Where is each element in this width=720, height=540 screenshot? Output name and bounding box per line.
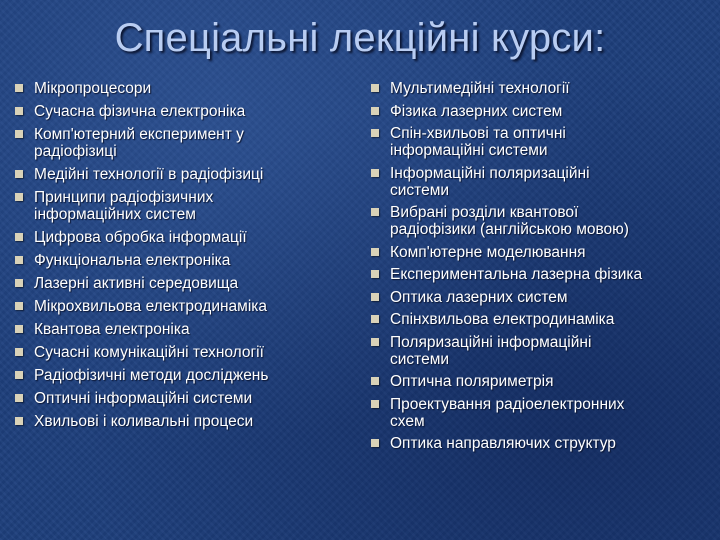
square-bullet-icon	[371, 315, 379, 323]
square-bullet-icon	[15, 325, 23, 333]
square-bullet-icon	[15, 130, 23, 138]
course-name: Медійні технології в радіофізиці	[34, 166, 264, 183]
list-item	[368, 204, 712, 238]
square-bullet-icon	[371, 169, 379, 177]
list-item	[12, 413, 352, 430]
course-name: Поляризаційні інформаційні системи	[390, 333, 592, 368]
square-bullet-icon	[371, 377, 379, 385]
square-bullet-icon	[371, 208, 379, 216]
course-name: Функціональна електроніка	[34, 252, 231, 269]
list-item	[368, 334, 712, 368]
course-name: Комп'ютерне моделювання	[390, 243, 586, 261]
list-item	[12, 298, 352, 315]
course-name: Сучасна фізична електроніка	[34, 103, 246, 120]
list-item	[12, 390, 352, 407]
square-bullet-icon	[371, 129, 379, 137]
course-name: Мікропроцесори	[34, 80, 152, 97]
course-name: Оптика направляючих структур	[390, 435, 616, 452]
square-bullet-icon	[371, 84, 379, 92]
list-item	[368, 289, 712, 306]
slide-title: Спеціальні лекційні курси:	[114, 16, 606, 60]
list-item	[12, 126, 352, 160]
list-item	[368, 103, 712, 120]
list-item	[12, 252, 352, 269]
list-item	[12, 275, 352, 292]
square-bullet-icon	[371, 270, 379, 278]
left-course-list	[12, 80, 352, 436]
list-item	[368, 311, 712, 328]
square-bullet-icon	[371, 293, 379, 301]
list-item	[368, 373, 712, 390]
square-bullet-icon	[371, 107, 379, 115]
course-name: Оптична поляриметрія	[390, 373, 554, 390]
square-bullet-icon	[15, 417, 23, 425]
square-bullet-icon	[15, 107, 23, 115]
right-course-list	[368, 80, 712, 458]
course-name: Мікрохвильова електродинаміка	[34, 298, 268, 315]
course-name: Вибрані розділи квантової радіофізики (англійською мовою)	[390, 204, 629, 238]
square-bullet-icon	[15, 84, 23, 92]
square-bullet-icon	[15, 348, 23, 356]
list-item	[12, 80, 352, 97]
course-name: Інформаційні поляризаційні системи	[390, 164, 590, 199]
course-name: Принципи радіофізичних інформаційних систем	[34, 189, 214, 223]
course-name: Проектування радіоелектронних схем	[390, 395, 625, 430]
square-bullet-icon	[371, 400, 379, 408]
course-name: Мультимедійні технології	[390, 80, 570, 97]
square-bullet-icon	[371, 248, 379, 256]
list-item	[12, 367, 352, 384]
course-name: Сучасні комунікаційні технології	[34, 344, 264, 361]
list-item	[368, 125, 712, 159]
course-name: Оптика лазерних систем	[390, 288, 568, 306]
list-item	[12, 189, 352, 223]
square-bullet-icon	[15, 302, 23, 310]
course-name: Квантова електроніка	[34, 321, 190, 338]
list-item	[12, 344, 352, 361]
square-bullet-icon	[15, 371, 23, 379]
list-item	[12, 321, 352, 338]
list-item	[368, 435, 712, 452]
square-bullet-icon	[15, 193, 23, 201]
list-item	[12, 103, 352, 120]
list-item	[12, 229, 352, 246]
course-name: Спін-хвильові та оптичні інформаційні системи	[390, 125, 566, 159]
square-bullet-icon	[371, 338, 379, 346]
course-name: Лазерні активні середовища	[34, 275, 239, 292]
list-item	[368, 165, 712, 199]
course-name: Оптичні інформаційні системи	[34, 390, 253, 407]
square-bullet-icon	[15, 394, 23, 402]
course-name: Радіофізичні методи досліджень	[34, 367, 269, 384]
square-bullet-icon	[15, 170, 23, 178]
square-bullet-icon	[15, 256, 23, 264]
course-name: Хвильові і коливальні процеси	[34, 413, 254, 430]
course-name: Експериментальна лазерна фізика	[390, 266, 643, 283]
list-item	[12, 166, 352, 183]
square-bullet-icon	[15, 233, 23, 241]
course-name: Фізика лазерних систем	[390, 102, 563, 120]
course-name: Комп'ютерний експеримент у радіофізиці	[34, 126, 244, 160]
list-item	[368, 396, 712, 430]
course-name: Спінхвильова електродинаміка	[390, 311, 615, 328]
square-bullet-icon	[15, 279, 23, 287]
list-item	[368, 266, 712, 283]
course-name: Цифрова обробка інформації	[34, 229, 247, 246]
square-bullet-icon	[371, 439, 379, 447]
list-item	[368, 244, 712, 261]
list-item	[368, 80, 712, 97]
